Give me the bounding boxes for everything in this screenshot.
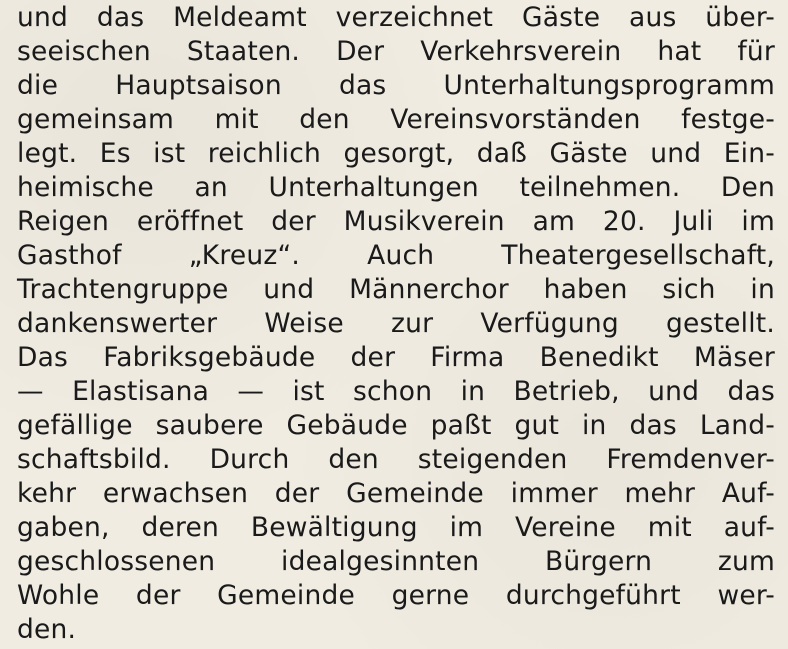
text-line-4: gemeinsam mit den Vereinsvorständen festge- (17, 104, 775, 135)
text-line-6: heimische an Unterhaltungen teilnehmen. Den (17, 172, 775, 203)
text-line-15: kehr erwachsen der Gemeinde immer mehr Auf- (17, 478, 775, 509)
text-line-3: die Hauptsaison das Unterhaltungsprogramm (17, 70, 775, 101)
text-line-13: gefällige saubere Gebäude paßt gut in das Land- (17, 410, 775, 441)
text-line-7: Reigen eröffnet der Musikverein am 20. Juli im (17, 206, 775, 237)
text-line-18: Wohle der Gemeinde gerne durchgeführt wer- (17, 580, 775, 611)
text-line-8: Gasthof „Kreuz“. Auch Theatergesellschaft, (17, 240, 775, 271)
text-line-12: — Elastisana — ist schon in Betrieb, und das (17, 376, 775, 407)
text-line-9: Trachtengruppe und Männerchor haben sich in (17, 274, 775, 305)
text-line-16: gaben, deren Bewältigung im Vereine mit auf- (17, 512, 775, 543)
text-line-2: seeischen Staaten. Der Verkehrsverein hat für (17, 36, 775, 67)
text-line-10: dankenswerter Weise zur Verfügung gestellt. (17, 308, 775, 339)
text-line-19: den. (17, 614, 77, 645)
text-line-5: legt. Es ist reichlich gesorgt, daß Gäste und Ein- (17, 138, 775, 169)
text-line-14: schaftsbild. Durch den steigenden Fremdenver- (17, 444, 775, 475)
text-line-11: Das Fabriksgebäude der Firma Benedikt Mäser (17, 342, 775, 373)
text-line-1: und das Meldeamt verzeichnet Gäste aus über- (17, 2, 775, 33)
text-line-17: geschlossenen idealgesinnten Bürgern zum (17, 546, 775, 577)
